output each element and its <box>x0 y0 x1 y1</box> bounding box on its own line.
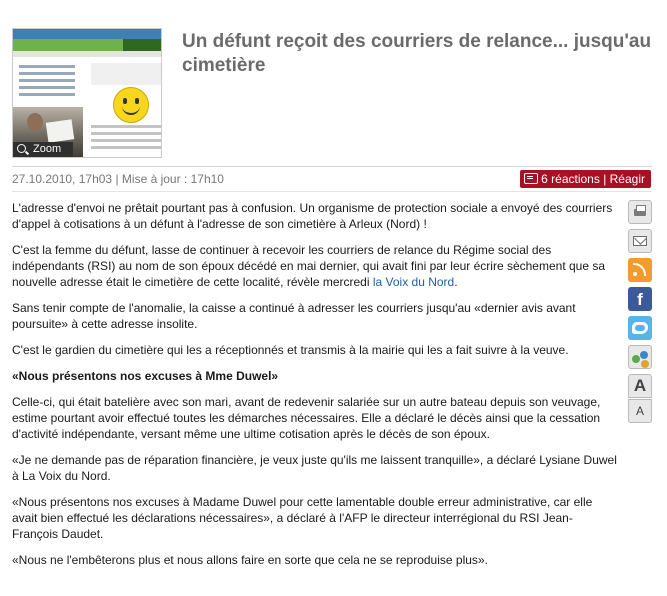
magnifier-icon <box>17 144 26 153</box>
paragraph: Celle-ci, qui était batelière avec son mari, avant de redevenir salariée sur un autre bateau depuis son veuvage, estime pourtant avoir effectué toutes les démarches nécessaires. Elle a déclaré le décès ainsi que la cessation d'activité indépendante, versant même une ultime cotisation après le décès de son époux. <box>12 395 601 441</box>
paragraph: «Nous ne l'embêterons plus et nous allons faire en sorte que cela ne se reproduise plus». <box>12 553 488 567</box>
subheading: «Nous présentons nos excuses à Mme Duwel» <box>12 369 279 383</box>
decrease-font-icon[interactable]: A <box>628 399 652 423</box>
zoom-label: Zoom <box>33 143 62 155</box>
article-thumbnail[interactable] <box>12 28 162 158</box>
smiley-image <box>113 87 149 123</box>
article-body <box>12 200 618 578</box>
comment-icon <box>524 173 538 184</box>
rss-icon[interactable] <box>628 258 652 282</box>
share-toolbar <box>628 200 654 428</box>
facebook-icon[interactable]: f <box>628 287 652 311</box>
paragraph: L'adresse d'envoi ne prêtait pourtant pas à confusion. Un organisme de protection sociale a envoyé des courriers d'appel à cotisations à un défunt à l'adresse de son cimetière à Arleux (Nord) ! <box>12 201 613 231</box>
publish-date: 27.10.2010, 17h03 | Mise à jour : 17h10 <box>12 172 224 186</box>
share-icon[interactable] <box>628 345 652 369</box>
paragraph: C'est la femme du défunt, lasse de continuer à recevoir les courriers de relance du Régime social des indépendants (RSI) au nom de son époux décédé en mai dernier, qui avait fini par leur écrire sèchement que sa nouvelle adresse était le cimetière de cette localité, révèle mercredi la Voix du Nord. <box>12 243 606 289</box>
twitter-icon[interactable] <box>628 316 652 340</box>
email-icon[interactable] <box>628 229 652 253</box>
reactions-label: 6 réactions | Réagir <box>541 172 645 186</box>
increase-font-icon[interactable]: A <box>628 374 652 398</box>
article-title: Un défunt reçoit des courriers de relance... jusqu'au cimetière <box>182 31 652 76</box>
paragraph: «Je ne demande pas de réparation financière, je veux juste qu'ils me laissent tranquille», a déclaré Lysiane Duwel à La Voix du Nord. <box>12 453 617 483</box>
print-icon[interactable] <box>628 200 652 224</box>
article-meta-bar <box>12 166 652 192</box>
zoom-button[interactable] <box>13 142 73 157</box>
reactions-button[interactable] <box>520 170 651 188</box>
voix-du-nord-link[interactable]: la Voix du Nord <box>372 275 455 289</box>
paragraph: «Nous présentons nos excuses à Madame Duwel pour cette lamentable double erreur administrative, car elle avait bien effectué les déclarations nécessaires», a déclaré à l'AFP le directeur interrégional du RSI Jean-François Daudet. <box>12 495 593 541</box>
paragraph: C'est le gardien du cimetière qui les a réceptionnés et transmis à la mairie qui les a fait suivre à la veuve. <box>12 343 569 357</box>
paragraph: Sans tenir compte de l'anomalie, la caisse a continué à adresser les courriers jusqu'au «dernier avis avant poursuite» à cette adresse insolite. <box>12 301 576 331</box>
